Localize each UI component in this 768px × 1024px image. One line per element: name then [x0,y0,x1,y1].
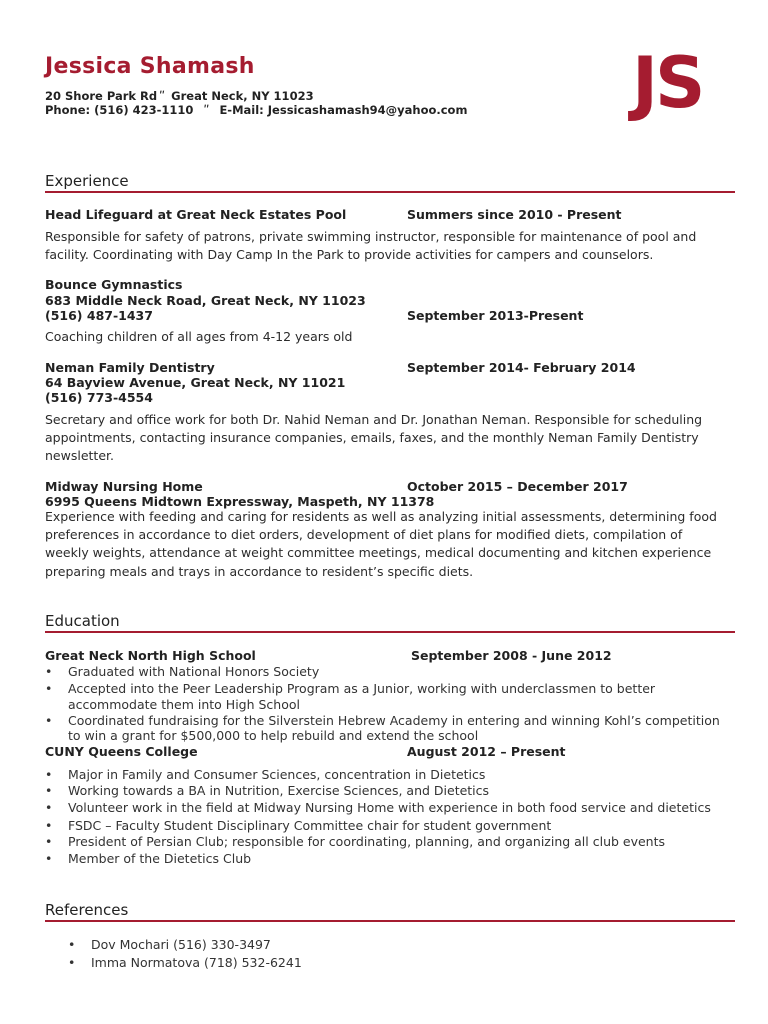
school-dates: September 2008 - June 2012 [411,648,612,663]
job-phone: (516) 487-1437 [45,308,153,323]
job-employer: Neman Family Dentistry [45,360,215,375]
job-dates: Summers since 2010 - Present [407,207,622,222]
job-description-line: Experience with feeding and caring for residents as well as analyzing initial assessments, determining food [45,509,717,524]
bullet-mark: • [68,937,76,952]
experience-heading: Experience [45,172,129,190]
job-description-line: facility. Coordinating with Day Camp In the Park to provide activities for campers and counselors. [45,247,654,262]
bullet-text: Working towards a BA in Nutrition, Exercise Sciences, and Dietetics [68,783,490,798]
bullet-text: Major in Family and Consumer Sciences, concentration in Dietetics [68,767,486,782]
job-description-line: appointments, contacting insurance companies, emails, faxes, and the monthly Neman Family Dentistry [45,430,699,445]
section-divider [45,631,735,633]
job-phone: (516) 773-4554 [45,390,153,405]
bullet-mark: • [45,664,53,679]
reference-text: Imma Normatova (718) 532-6241 [91,955,302,970]
job-description-line: preferences in accordance to diet orders, development of diet plans for modified diets, compilation of [45,527,683,542]
school-dates: August 2012 – Present [407,744,566,759]
job-description-line: Coaching children of all ages from 4-12 years old [45,329,353,344]
bullet-mark: • [45,834,53,849]
job-description-line: weekly weights, attendance at weight committee meetings, medical documenting and kitchen experience [45,545,712,560]
job-dates: September 2014- February 2014 [407,360,636,375]
bullet-text: Accepted into the Peer Leadership Program as a Junior, working with underclassmen to better [68,681,656,696]
section-divider [45,191,735,193]
phone-number: Phone: (516) 423-1110 [45,103,194,117]
bullet-text: President of Persian Club; responsible for coordinating, planning, and organizing all club events [68,834,666,849]
job-dates: September 2013-Present [407,308,584,323]
reference-text: Dov Mochari (516) 330-3497 [91,937,271,952]
job-address: 64 Bayview Avenue, Great Neck, NY 11021 [45,375,346,390]
job-description-line: Responsible for safety of patrons, private swimming instructor, responsible for maintenance of pool and [45,229,697,244]
job-description-line: Secretary and office work for both Dr. Nahid Neman and Dr. Jonathan Neman. Responsible for scheduling [45,412,703,427]
job-employer: Bounce Gymnastics [45,277,183,292]
job-employer: Midway Nursing Home [45,479,203,494]
address-city: Great Neck, NY 11023 [171,89,314,103]
phone-email-line [45,103,467,117]
school-name: Great Neck North High School [45,648,256,663]
address-street: 20 Shore Park Rd [45,89,158,103]
monogram: JS [632,42,703,124]
bullet-text: Coordinated fundraising for the Silverstein Hebrew Academy in entering and winning Kohl’s competition [68,713,720,728]
separator-mark: ʺ [159,89,166,103]
bullet-text: to win a grant for $500,000 to help rebuild and extend the school [68,728,479,743]
bullet-mark: • [68,955,76,970]
bullet-text: Graduated with National Honors Society [68,664,320,679]
job-address: 683 Middle Neck Road, Great Neck, NY 11023 [45,293,366,308]
education-heading: Education [45,612,120,630]
section-divider [45,920,735,922]
job-description-line: newsletter. [45,448,114,463]
job-description-line: preparing meals and trays in accordance to resident’s specific diets. [45,564,474,579]
bullet-mark: • [45,681,53,696]
school-name: CUNY Queens College [45,744,198,759]
resume-name: Jessica Shamash [45,54,255,79]
bullet-text: accommodate them into High School [68,697,300,712]
bullet-text: Volunteer work in the field at Midway Nursing Home with experience in both food service and dietetics [68,800,711,815]
references-heading: References [45,901,129,919]
bullet-mark: • [45,767,53,782]
email-address: E-Mail: Jessicashamash94@yahoo.com [219,103,468,117]
job-address: 6995 Queens Midtown Expressway, Maspeth, NY 11378 [45,494,435,509]
bullet-text: Member of the Dietetics Club [68,851,252,866]
bullet-text: FSDC – Faculty Student Disciplinary Committee chair for student government [68,818,552,833]
bullet-mark: • [45,713,53,728]
job-employer: Head Lifeguard at Great Neck Estates Pool [45,207,347,222]
bullet-mark: • [45,818,53,833]
address-line [45,89,314,103]
job-dates: October 2015 – December 2017 [407,479,628,494]
bullet-mark: • [45,800,53,815]
bullet-mark: • [45,783,53,798]
separator-mark: ʺ [203,103,210,117]
bullet-mark: • [45,851,53,866]
